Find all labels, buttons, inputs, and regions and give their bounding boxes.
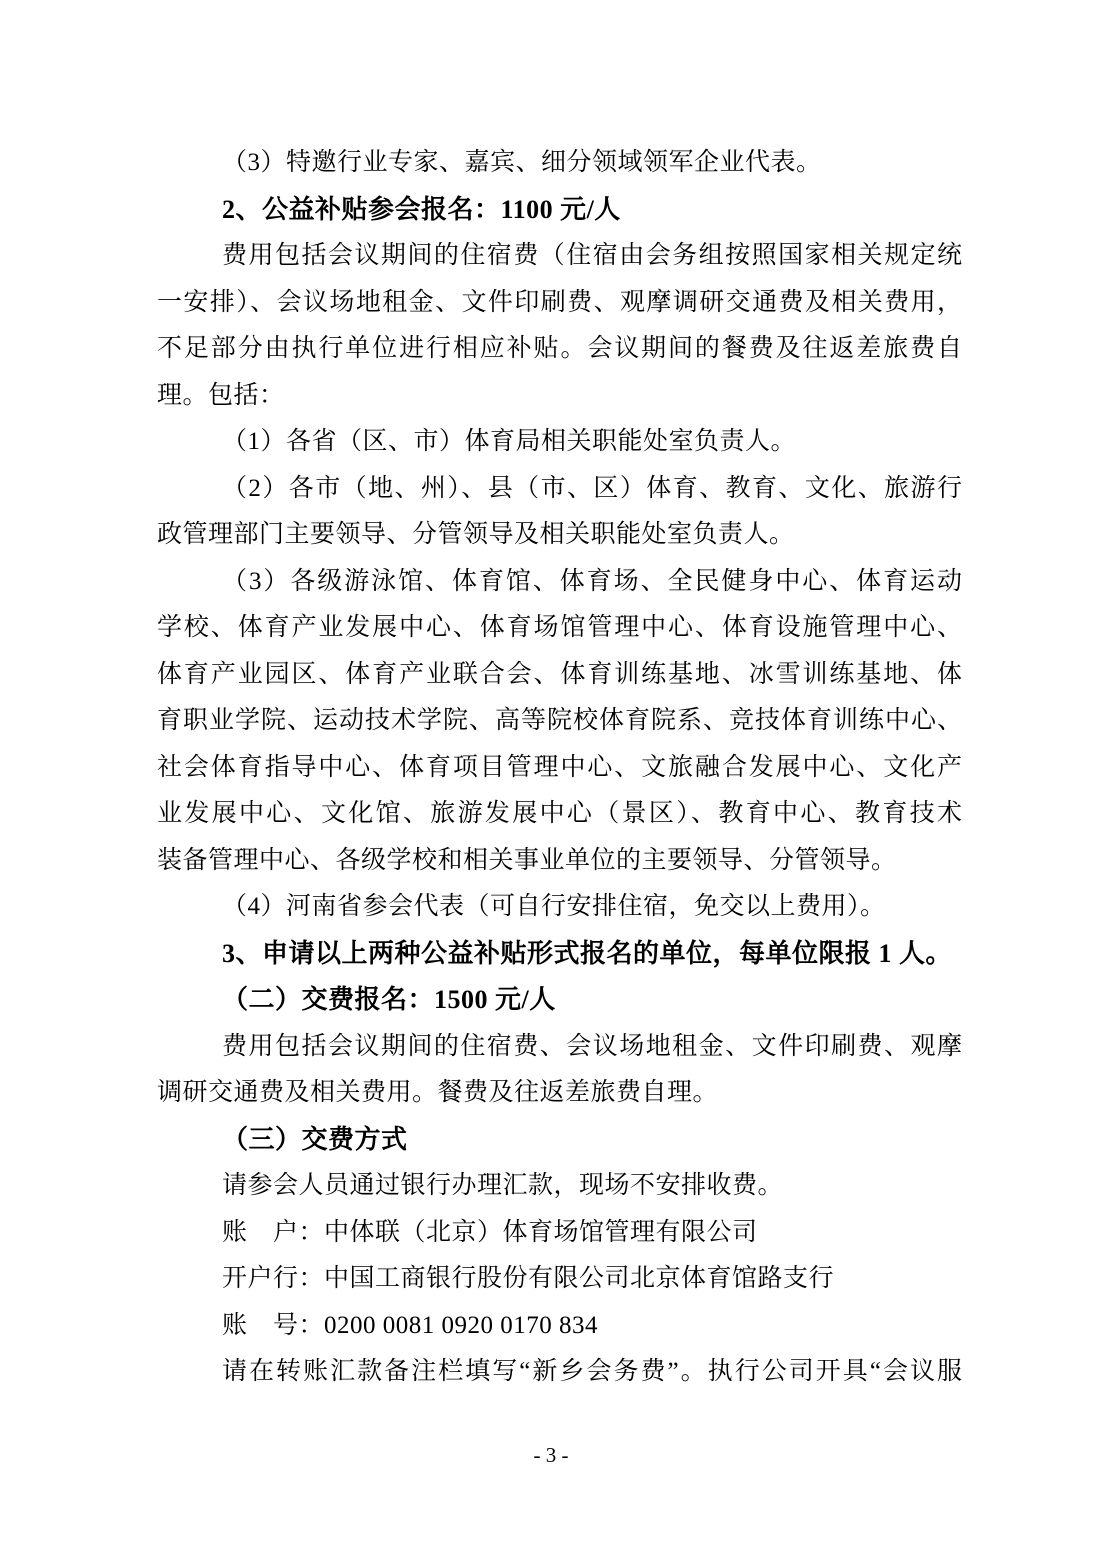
text-line: 费用包括会议期间的住宿费（住宿由会务组按照国家相关规定统 (222, 242, 962, 269)
text-line: 一安排）、会议场地租金、文件印刷费、观摩调研交通费及相关费用， (157, 288, 962, 316)
text-line: （二）交费报名：1500 元/人 (222, 985, 556, 1014)
text-line: 不足部分由执行单位进行相应补贴。会议期间的餐费及往返差旅费自 (157, 335, 962, 362)
text-line: （三）交费方式 (222, 1124, 408, 1154)
text-line: 2、公益补贴参会报名：1100 元/人 (222, 194, 621, 224)
text-line: 学校、体育产业发展中心、体育场馆管理中心、体育设施管理中心、 (157, 614, 962, 641)
text-line: （3）特邀行业专家、嘉宾、细分领域领军企业代表。 (222, 149, 822, 176)
text-line: （1）各省（区、市）体育局相关职能处室负责人。 (222, 428, 797, 455)
text-line: （3）各级游泳馆、体育馆、体育场、全民健身中心、体育运动 (222, 567, 962, 595)
text-line: 调研交通费及相关费用。餐费及往返差旅费自理。 (157, 1079, 719, 1106)
text-line: 政管理部门主要领导、分管领导及相关职能处室负责人。 (157, 521, 795, 548)
text-line: 3、申请以上两种公益补贴形式报名的单位，每单位限报 1 人。 (222, 938, 953, 968)
document-body (157, 140, 962, 1396)
text-line: （2）各市（地、州）、县（市、区）体育、教育、文化、旅游行 (222, 474, 962, 502)
text-line: 社会体育指导中心、体育项目管理中心、文旅融合发展中心、文化产 (157, 753, 962, 781)
text-line: 开户行：中国工商银行股份有限公司北京体育馆路支行 (222, 1265, 835, 1292)
text-line: 装备管理中心、各级学校和相关事业单位的主要领导、分管领导。 (157, 846, 897, 874)
text-line: 请参会人员通过银行办理汇款，现场不安排收费。 (222, 1172, 784, 1199)
text-line: 请在转账汇款备注栏填写“新乡会务费”。执行公司开具“会议服 (222, 1358, 962, 1385)
text-line: 账 户：中体联（北京）体育场馆管理有限公司 (222, 1218, 758, 1246)
text-line: 理。包括： (157, 381, 285, 409)
page-number: - 3 - (533, 1443, 569, 1467)
text-line: （4）河南省参会代表（可自行安排住宿，免交以上费用）。 (222, 893, 886, 920)
page-footer (0, 1440, 1102, 1470)
text-line: 体育产业园区、体育产业联合会、体育训练基地、冰雪训练基地、体 (157, 660, 962, 688)
text-line: 账 号：0200 0081 0920 0170 834 (222, 1311, 599, 1339)
text-line: 育职业学院、运动技术学院、高等院校体育院系、竞技体育训练中心、 (157, 707, 962, 734)
text-line: 业发展中心、文化馆、旅游发展中心（景区）、教育中心、教育技术 (157, 800, 962, 827)
text-line: 费用包括会议期间的住宿费、会议场地租金、文件印刷费、观摩 (222, 1032, 962, 1060)
